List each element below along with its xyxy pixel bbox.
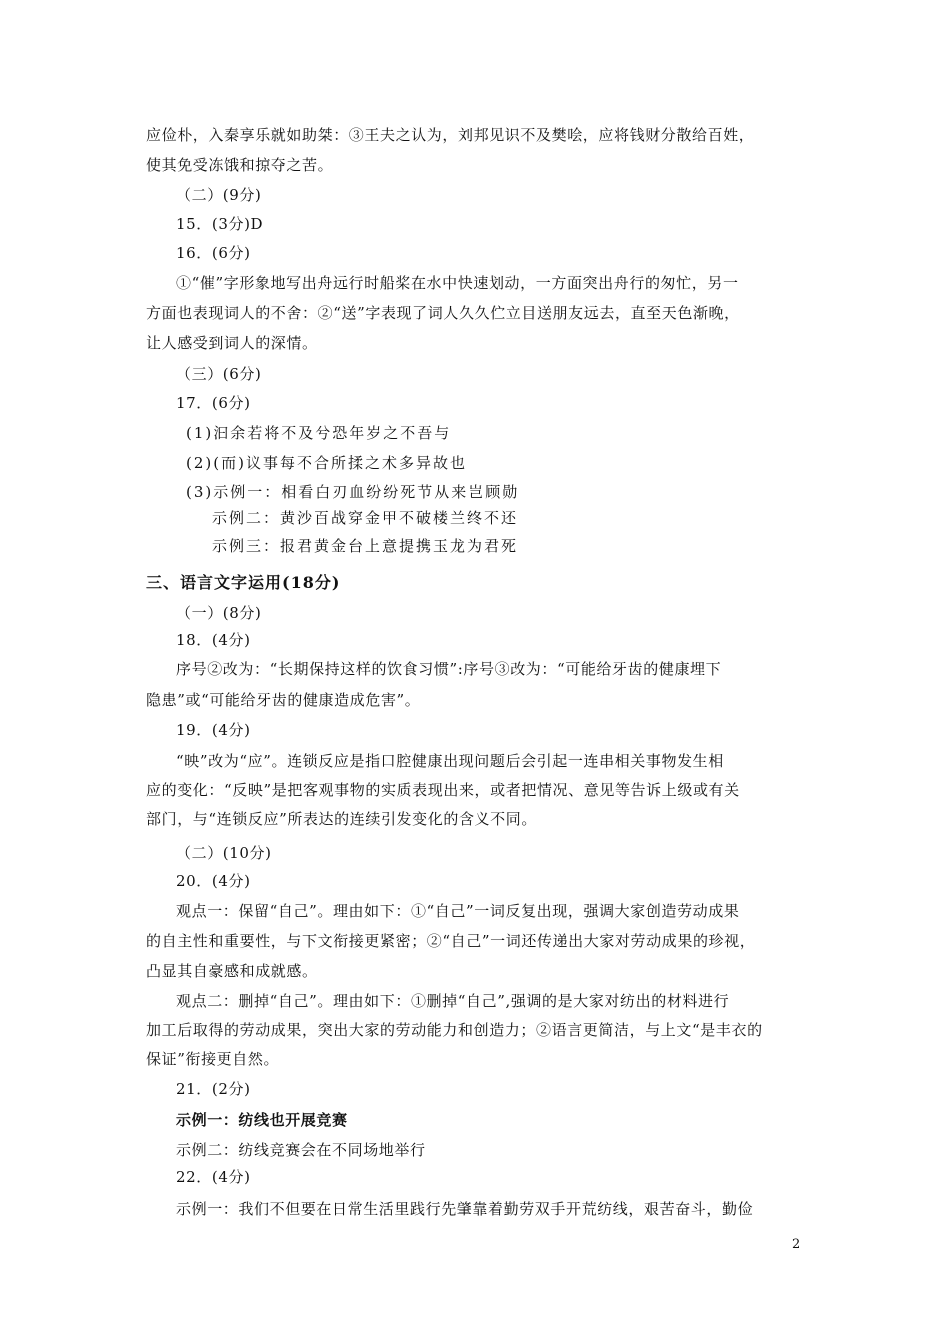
page-number: 2	[792, 1237, 801, 1252]
text-line: 应的变化：“反映”是把客观事物的实质表现出来，或者把情况、意见等告诉上级或有关	[146, 781, 740, 799]
text-line: 示例一：我们不但要在日常生活里践行先肇靠着勤劳双手开荒纺线，艰苦奋斗，勤俭	[176, 1200, 754, 1218]
question-number: 15．(3分)D	[176, 215, 264, 233]
text-line: “映”改为“应”。连锁反应是指口腔健康出现问题后会引起一连串相关事物发生相	[176, 752, 724, 770]
text-line: 观点二：删掉“自己”。理由如下：①删掉“自己”,强调的是大家对纺出的材料进行	[176, 992, 730, 1010]
text-line: 隐患”或“可能给牙齿的健康造成危害”。	[146, 691, 421, 709]
question-number: 16．(6分)	[176, 244, 251, 262]
text-line: (1)汩余若将不及兮恐年岁之不吾与	[186, 424, 452, 442]
text-line: (3)示例一：相看白刃血纷纷死节从来岂顾勋	[186, 483, 520, 501]
text-line: 序号②改为：“长期保持这样的饮食习惯”:序号③改为：“可能给牙齿的健康埋下	[176, 660, 722, 678]
text-line: 让人感受到词人的深情。	[146, 334, 318, 352]
question-number: 20．(4分)	[176, 872, 251, 890]
text-line: 观点一：保留“自己”。理由如下：①“自己”一词反复出现，强调大家创造劳动成果	[176, 902, 740, 920]
question-number: 22．(4分)	[176, 1168, 251, 1186]
text-line: 保证”衔接更自然。	[146, 1050, 280, 1068]
text-line: 凸显其自豪感和成就感。	[146, 962, 318, 980]
text-line: 应俭朴，入秦享乐就如助桀：③王夫之认为，刘邦见识不及樊哙，应将钱财分散给百姓，	[146, 126, 755, 144]
text-line: (2)(而)议事每不合所揉之术多异故也	[186, 454, 467, 472]
section-subheading: （二）(9分)	[176, 186, 262, 204]
text-line: 使其免受冻饿和掠夺之苦。	[146, 156, 334, 174]
text-line: 示例二：纺线竞赛会在不同场地举行	[176, 1141, 426, 1159]
text-line: 示例一：纺线也开展竞赛	[176, 1111, 348, 1129]
question-number: 21．(2分)	[176, 1080, 251, 1098]
section-heading: 三、语言文字运用(18分)	[146, 573, 341, 592]
section-subheading: （二）(10分)	[176, 844, 272, 862]
text-line: 示例二：黄沙百战穿金甲不破楼兰终不还	[212, 509, 519, 527]
section-subheading: （一）(8分)	[176, 604, 262, 622]
question-number: 18．(4分)	[176, 631, 251, 649]
text-line: 加工后取得的劳动成果，突出大家的劳动能力和创造力；②语言更简洁，与上文“是丰衣的	[146, 1021, 763, 1039]
text-line: 方面也表现词人的不舍：②“送”字表现了词人久久伫立目送朋友远去，直至天色渐晚，	[146, 304, 740, 322]
text-line: 部门，与“连锁反应”所表达的连续引发变化的含义不同。	[146, 810, 537, 828]
text-line: ①“催”字形象地写出舟远行时船桨在水中快速划动，一方面突出舟行的匆忙，另一	[176, 274, 739, 292]
section-subheading: （三）(6分)	[176, 365, 262, 383]
question-number: 17．(6分)	[176, 394, 251, 412]
text-line: 示例三：报君黄金台上意提携玉龙为君死	[212, 537, 519, 555]
question-number: 19．(4分)	[176, 721, 251, 739]
text-line: 的自主性和重要性，与下文衔接更紧密；②“自己”一词还传递出大家对劳动成果的珍视，	[146, 932, 756, 950]
